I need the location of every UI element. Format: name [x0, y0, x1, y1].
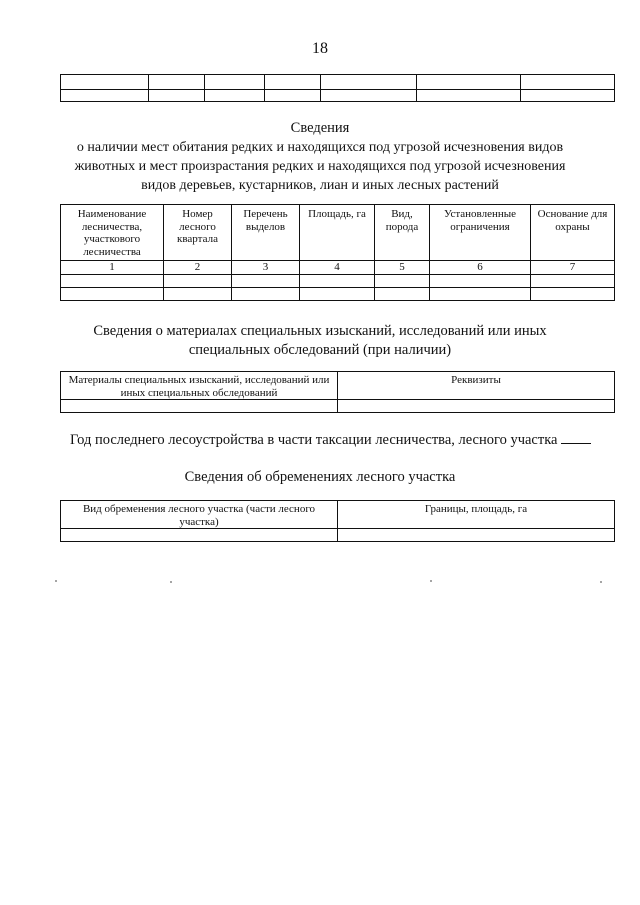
last-inventory-line	[70, 431, 610, 449]
habitats-title: Сведения	[290, 120, 350, 136]
table-cell	[265, 90, 321, 102]
surveys-title-line: Сведения о материалах специальных изысканий, исследований или иных	[93, 323, 547, 339]
table-row	[61, 274, 615, 287]
column-number: 1	[61, 261, 164, 275]
table-cell	[300, 274, 375, 287]
table-cell	[205, 75, 265, 90]
table-row	[61, 287, 615, 300]
table-cell	[149, 75, 205, 90]
table-cell	[232, 274, 300, 287]
table-cell	[61, 274, 164, 287]
surveys-title	[0, 322, 640, 360]
table-cell	[300, 287, 375, 300]
column-header: Границы, площадь, га	[338, 501, 615, 529]
table-cell	[375, 287, 430, 300]
table-row	[61, 75, 615, 90]
habitats-subtitle-line: животных и мест произрастания редких и находящихся под угрозой исчезновения	[74, 159, 566, 174]
table-cell	[531, 274, 615, 287]
table-cell	[164, 274, 232, 287]
column-number: 6	[430, 261, 531, 275]
column-number: 4	[300, 261, 375, 275]
table-cell	[521, 75, 615, 90]
column-number: 5	[375, 261, 430, 275]
table-cell	[321, 75, 417, 90]
table-cell	[531, 287, 615, 300]
column-header: Основание для охраны	[531, 205, 615, 261]
column-header: Установленные ограничения	[430, 205, 531, 261]
column-header: Площадь, га	[300, 205, 375, 261]
column-number: 7	[531, 261, 615, 275]
table-header-row	[61, 501, 615, 529]
table-cell	[321, 90, 417, 102]
table-header-row	[61, 372, 615, 400]
surveys-title-line: специальных обследований (при наличии)	[188, 342, 452, 358]
surveys-table	[60, 371, 615, 413]
table-cell	[430, 287, 531, 300]
table-cell	[521, 90, 615, 102]
table-row	[61, 90, 615, 102]
column-number: 2	[164, 261, 232, 275]
table-cell	[61, 287, 164, 300]
column-header: Номер лесного квартала	[164, 205, 232, 261]
scan-speck	[600, 581, 602, 583]
table-cell	[61, 90, 149, 102]
table-cell	[232, 287, 300, 300]
table-cell	[338, 400, 615, 413]
table-header-row	[61, 205, 615, 261]
scan-speck	[55, 580, 57, 582]
habitats-table	[60, 204, 615, 301]
column-number-row	[61, 261, 615, 275]
table-cell	[265, 75, 321, 90]
top-continuation-table	[60, 74, 615, 102]
table-cell	[205, 90, 265, 102]
table-cell	[375, 274, 430, 287]
scan-speck	[430, 580, 432, 582]
table-cell	[61, 75, 149, 90]
table-cell	[417, 90, 521, 102]
table-cell	[164, 287, 232, 300]
table-cell	[338, 529, 615, 542]
column-header: Наименование лесничества, участкового лесничества	[61, 205, 164, 261]
table-row	[61, 529, 615, 542]
table-cell	[149, 90, 205, 102]
table-cell	[61, 529, 338, 542]
encumbrances-table	[60, 500, 615, 542]
column-header: Вид обременения лесного участка (части лесного участка)	[61, 501, 338, 529]
habitats-subtitle	[0, 138, 640, 195]
table-cell	[61, 400, 338, 413]
column-header: Реквизиты	[338, 372, 615, 400]
column-number: 3	[232, 261, 300, 275]
habitats-subtitle-line: видов деревьев, кустарников, лиан и иных лесных растений	[141, 178, 499, 193]
table-row	[61, 400, 615, 413]
table-cell	[417, 75, 521, 90]
encumbrances-title: Сведения об обременениях лесного участка	[184, 469, 456, 485]
page-number: 18	[312, 40, 328, 57]
year-blank	[561, 431, 591, 444]
habitats-subtitle-line: о наличии мест обитания редких и находящихся под угрозой исчезновения видов	[76, 140, 564, 155]
scan-speck	[170, 581, 172, 583]
column-header: Вид, порода	[375, 205, 430, 261]
last-inventory-text: Год последнего лесоустройства в части таксации лесничества, лесного участка	[70, 432, 558, 448]
column-header: Перечень выделов	[232, 205, 300, 261]
column-header: Материалы специальных изысканий, исследований или иных специальных обследований	[61, 372, 338, 400]
table-cell	[430, 274, 531, 287]
